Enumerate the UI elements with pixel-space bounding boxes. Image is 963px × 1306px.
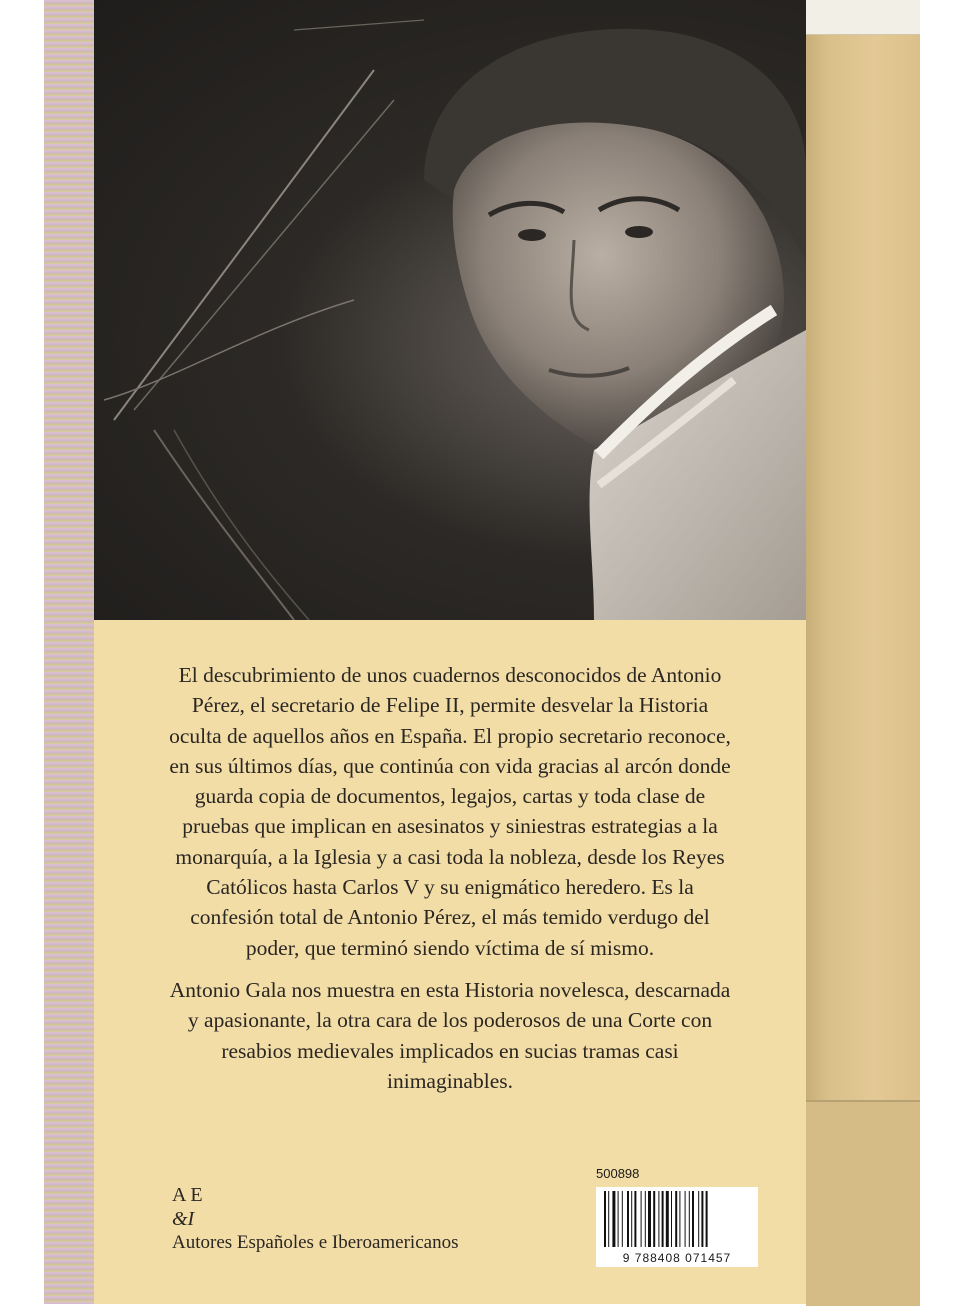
barcode-bars [596,1187,758,1251]
barcode-bar [634,1191,636,1247]
barcode-bar [679,1191,680,1247]
publisher-logo [172,1183,203,1231]
barcode-bar [685,1191,686,1247]
barcode-bar [658,1191,659,1247]
barcode-bar [701,1191,703,1247]
barcode-bar [666,1191,669,1247]
product-code: 500898 [596,1166,640,1181]
spine-stripe [44,0,94,1304]
barcode-bar [653,1191,655,1247]
barcode [596,1187,758,1267]
barcode-bar [618,1191,619,1247]
barcode-bar [675,1191,677,1247]
barcode-bar [627,1191,629,1247]
barcode-bar [706,1191,708,1247]
barcode-bar [631,1191,632,1247]
barcode-bar [671,1191,672,1247]
right-edge-panel [806,0,920,1304]
barcode-bar [604,1191,606,1247]
back-cover [94,0,806,1304]
barcode-bar [641,1191,642,1247]
barcode-bar [622,1191,623,1247]
barcode-bar [662,1191,664,1247]
blurb-paragraph-1: El descubrimiento de unos cuadernos desconocidos de Antonio Pérez, el secretario de Felipe II, permite desvelar la Historia oculta de aquellos años en España. El propio secretario reconoce, en sus últimos días, que continúa con vida gracias al arcón donde guarda copia de documentos, legajos, cartas y toda clase de pruebas que implican en asesinatos y siniestras estrategias a la monarquía, a la Iglesia y a casi toda la nobleza, desde los Reyes Católicos hasta Carlos V y su enigmático heredero. Es la confesión total de Antonio Pérez, el más temido verdugo del poder, que terminó siendo víctima de sí mismo. [169,663,731,960]
barcode-bar [689,1191,690,1247]
author-photo [94,0,806,620]
barcode-bar [645,1191,646,1247]
publisher-logo-line-2: &I [172,1208,195,1230]
barcode-bar [612,1191,615,1247]
barcode-bar [648,1191,651,1247]
blurb-paragraph-2: Antonio Gala nos muestra en esta Historia novelesca, descarnada y apasionante, la otra cara de los poderosos de una Corte con resabios medievales implicados en sucias tramas casi inimaginables. [169,977,731,1093]
barcode-bar [692,1191,694,1247]
right-edge-bottom-box [806,1100,920,1306]
publisher-logo-line-1: A E [172,1184,203,1206]
blurb [168,660,732,1108]
barcode-bar [698,1191,699,1247]
isbn-number: 9 788408 071457 [622,1251,732,1265]
right-edge-top-strip [806,0,920,35]
publisher-name: Autores Españoles e Iberoamericanos [172,1232,459,1253]
barcode-bar [608,1191,609,1247]
